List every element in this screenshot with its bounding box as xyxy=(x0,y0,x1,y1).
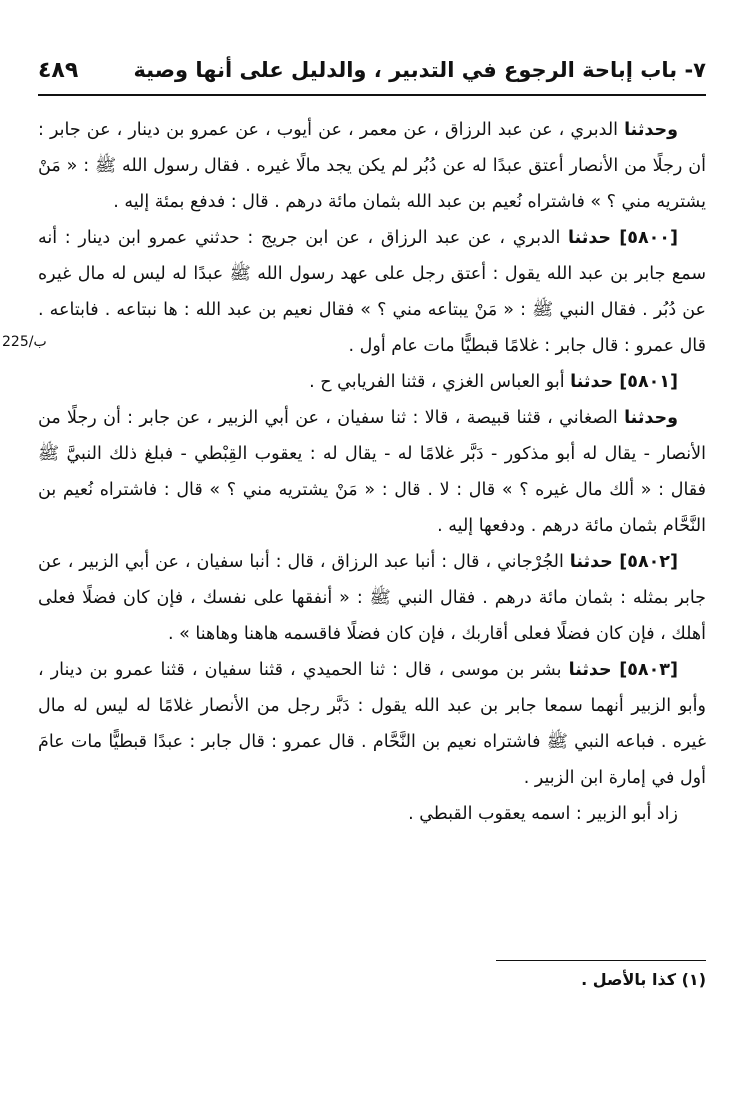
footnote-divider xyxy=(496,960,706,961)
hadith-number: [٥٨٠٢] xyxy=(619,552,678,572)
hadith-paragraph xyxy=(38,544,706,652)
page-number: ٤٨٩ xyxy=(38,57,79,83)
paragraph-lead-word: وحدثنا xyxy=(624,120,678,140)
footnote: (١) كذا بالأصل . xyxy=(581,970,706,989)
paragraph-text: الدبري ، عن عبد الرزاق ، عن معمر ، عن أيوب ، عن عمرو بن دينار ، عن جابر : أن رجلًا من الأنصار أعتق عبدًا له عن دُبُر لم يكن يجد مالًا غيره . فقال رسول الله ﷺ : « مَنْ يشتريه مني ؟ » فاشتراه نُعيم بن عبد الله بثمان مائة درهم . قال : فدفع بمئة إليه . xyxy=(38,120,706,212)
hadith-paragraph xyxy=(38,220,706,364)
hadith-number: [٥٨٠٠] xyxy=(619,228,678,248)
hadith-number: [٥٨٠٣] xyxy=(619,660,678,680)
paragraph-text: الجُرْجاني ، قال : أنبا عبد الرزاق ، قال : أنبا سفيان ، عن أبي الزبير ، عن جابر بمثله : بثمان مائة درهم . فقال النبي ﷺ : « أنفقها على نفسك ، فإن كان فضلًا فعلى أهلك ، فإن كان فضلًا فعلى أقاربك ، فإن كان فضلًا فاقسمه هاهنا وهاهنا » . xyxy=(38,552,706,644)
hadith-number: [٥٨٠١] xyxy=(619,372,678,392)
paragraph-lead-word: حدثنا xyxy=(570,372,620,392)
page-header xyxy=(38,50,706,96)
hadith-paragraph xyxy=(38,796,706,832)
hadith-text-body xyxy=(38,112,706,832)
manuscript-folio-note: ب/225 xyxy=(2,334,47,350)
hadith-paragraph xyxy=(38,112,706,220)
hadith-paragraph xyxy=(38,652,706,796)
paragraph-lead-word: حدثنا xyxy=(568,228,620,248)
paragraph-text: بشر بن موسى ، قال : ثنا الحميدي ، قثنا سفيان ، قثنا عمرو بن دينار ، وأبو الزبير أنهما سمعا جابر بن عبد الله يقول : دَبَّر رجل من الأنصار غلامًا له ليس له مال غيره . فباعه النبي ﷺ فاشتراه نعيم بن النَّحَّام . قال عمرو : قال جابر : عبدًا قبطيًّا مات عامَ أول في إمارة ابن الزبير . xyxy=(38,660,706,788)
paragraph-text: الصغاني ، قثنا قبيصة ، قالا : ثنا سفيان ، عن أبي الزبير ، عن جابر : أن رجلًا من الأنصار - يقال له أبو مذكور - دَبَّر غلامًا له - يقال له : يعقوب القِبْطي - فبلغ ذلك النبيَّ ﷺ فقال : « ألك مال غيره ؟ » قال : لا . قال : « مَنْ يشتريه مني ؟ » قال : فاشتراه نُعيم بن النَّحَّام بثمان مائة درهم . ودفعها إليه . xyxy=(38,408,706,536)
paragraph-text: أبو العباس الغزي ، قثنا الفريابي ح . xyxy=(309,372,571,392)
paragraph-lead-word: وحدثنا xyxy=(624,408,678,428)
hadith-paragraph xyxy=(38,400,706,544)
paragraph-text: زاد أبو الزبير : اسمه يعقوب القبطي . xyxy=(408,804,678,824)
paragraph-text: الدبري ، عن عبد الرزاق ، عن ابن جريج : حدثني عمرو ابن دينار : أنه سمع جابر بن عبد الله يقول : أعتق رجل على عهد رسول الله ﷺ عبدًا له ليس له مال غيره عن دُبُر . فقال النبي ﷺ : « مَنْ يبتاعه مني ؟ » فقال نعيم بن عبد الله : ها نبتاعه . فابتاعه . قال عمرو : قال جابر : غلامًا قبطيًّا مات عام أول . xyxy=(38,228,706,356)
paragraph-lead-word: حدثنا xyxy=(569,552,620,572)
hadith-paragraph xyxy=(38,364,706,400)
chapter-title: ٧- باب إباحة الرجوع في التدبير ، والدليل على أنها وصية xyxy=(133,58,706,82)
paragraph-lead-word: حدثنا xyxy=(568,660,620,680)
